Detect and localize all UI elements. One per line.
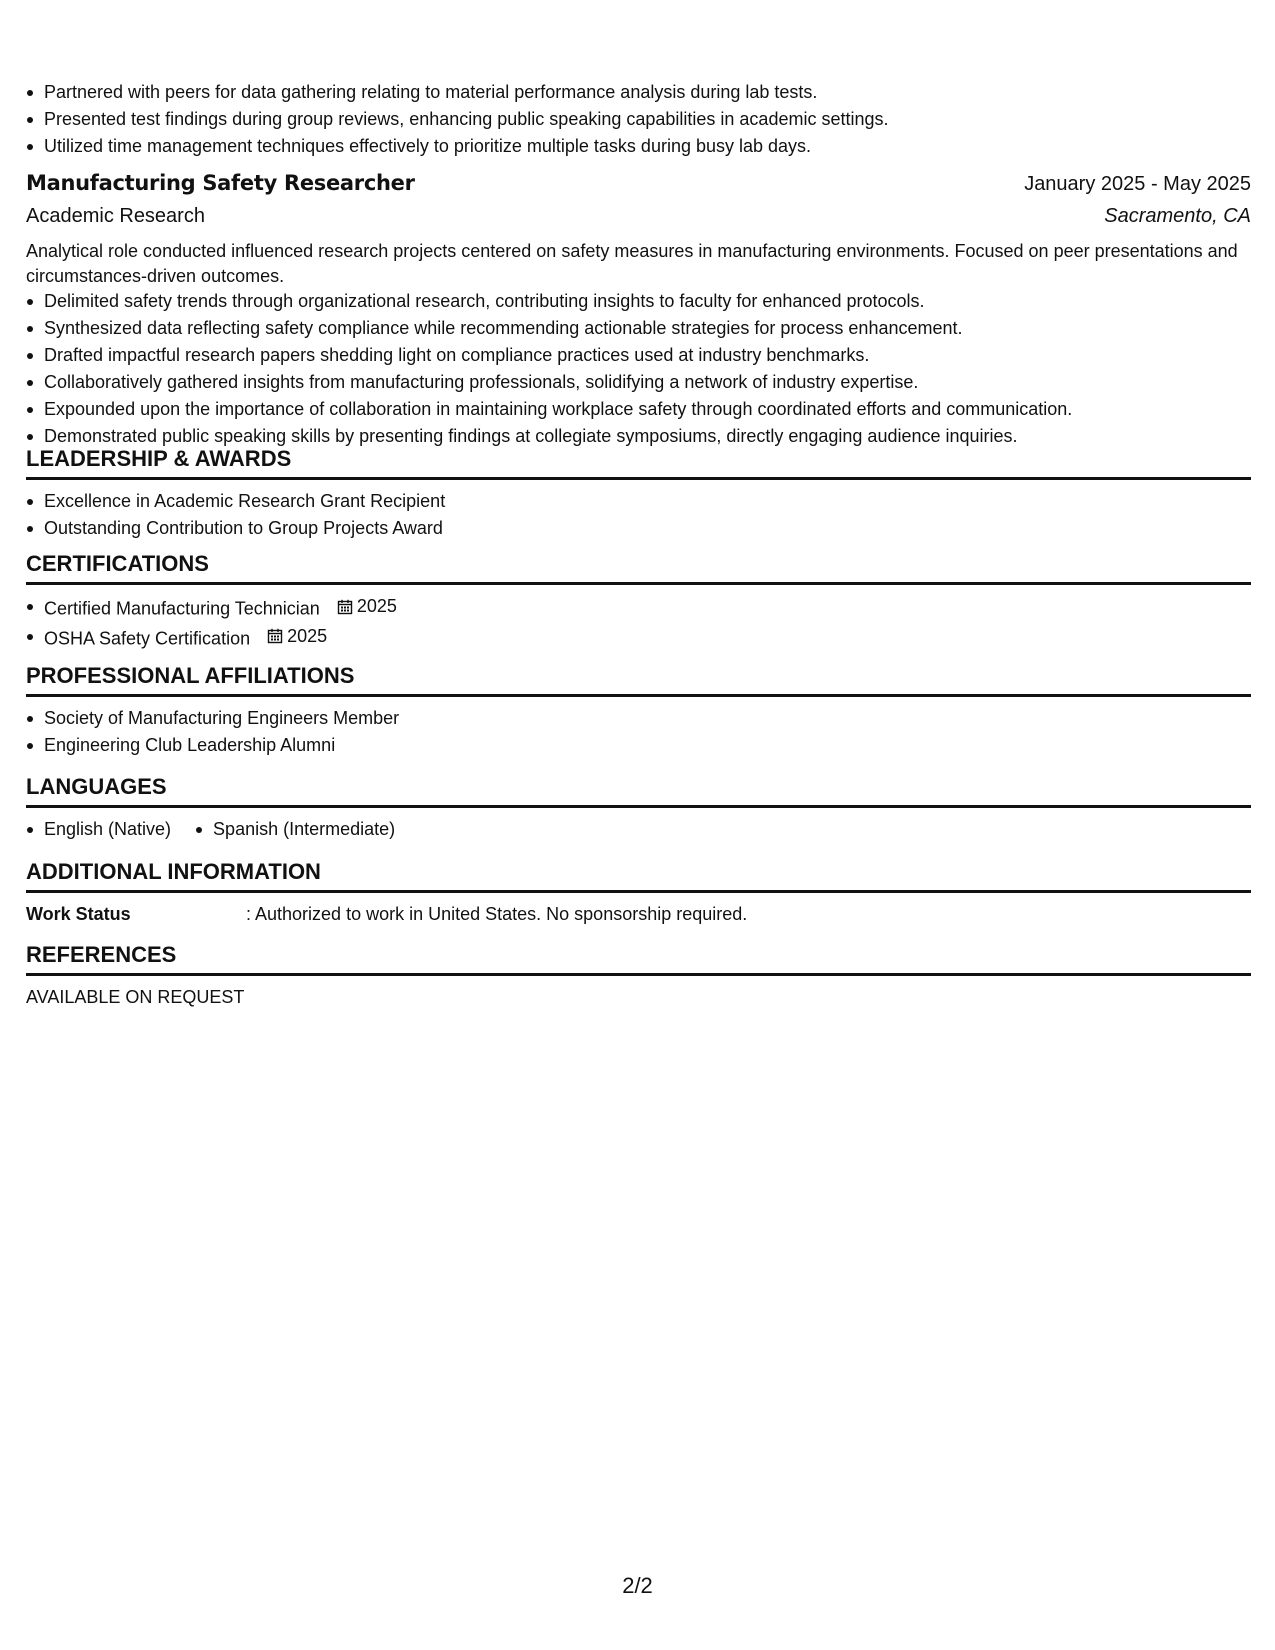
job-bullets: [26, 288, 1072, 450]
references-section: [26, 941, 1251, 1010]
list-item: Engineering Club Leadership Alumni: [26, 732, 1251, 759]
list-item: Demonstrated public speaking skills by presenting findings at collegiate symposiums, directly engaging audience inquiries.: [26, 423, 1072, 450]
affiliations-section: [26, 662, 1251, 759]
leadership-section: [26, 445, 1251, 542]
certification-name: Certified Manufacturing Technician: [44, 598, 320, 619]
work-status-value: : Authorized to work in United States. No sponsorship required.: [246, 904, 748, 924]
list-item: [26, 593, 1251, 623]
list-item: Spanish (Intermediate): [195, 816, 395, 843]
work-status-row: [26, 901, 1251, 927]
job-header: [26, 171, 1251, 228]
work-status-label: Work Status: [26, 904, 131, 924]
calendar-icon: [267, 628, 283, 644]
list-item: English (Native): [26, 816, 171, 843]
list-item: Society of Manufacturing Engineers Member: [26, 705, 1251, 732]
references-text: AVAILABLE ON REQUEST: [26, 987, 245, 1007]
job-location: Sacramento, CA: [1104, 205, 1251, 227]
certifications-section: [26, 550, 1251, 652]
previous-job-bullets: [26, 79, 889, 160]
resume-page: [26, 0, 1251, 1650]
list-item: Synthesized data reflecting safety compliance while recommending actionable strategies for process enhancement.: [26, 315, 1072, 342]
section-title: LANGUAGES: [26, 773, 1251, 808]
section-title: LEADERSHIP & AWARDS: [26, 445, 1251, 480]
certification-name: OSHA Safety Certification: [44, 628, 251, 648]
job-summary: Analytical role conducted influenced research projects centered on safety measures in manufacturing environments. Focused on peer presentations and circumstances-driven outcomes.: [26, 241, 1238, 286]
list-item: Outstanding Contribution to Group Projects Award: [26, 515, 1251, 542]
list-item: Collaboratively gathered insights from manufacturing professionals, solidifying a network of industry expertise.: [26, 369, 1072, 396]
section-title: ADDITIONAL INFORMATION: [26, 858, 1251, 893]
certification-year: 2025: [287, 625, 328, 646]
additional-info-section: [26, 858, 1251, 927]
section-title: CERTIFICATIONS: [26, 550, 1251, 585]
list-item: Partnered with peers for data gathering relating to material performance analysis during lab tests.: [26, 79, 889, 106]
list-item: Excellence in Academic Research Grant Recipient: [26, 488, 1251, 515]
section-title: REFERENCES: [26, 941, 1251, 976]
page-number: 2/2: [622, 1573, 653, 1598]
certification-date: [337, 593, 397, 620]
certification-date: [267, 623, 327, 650]
list-item: Delimited safety trends through organizational research, contributing insights to faculty for enhanced protocols.: [26, 288, 1072, 315]
list-item: Drafted impactful research papers shedding light on compliance practices used at industry benchmarks.: [26, 342, 1072, 369]
section-title: PROFESSIONAL AFFILIATIONS: [26, 662, 1251, 697]
calendar-icon: [337, 599, 353, 615]
languages-section: [26, 773, 1251, 843]
job-organization: Academic Research: [26, 205, 205, 227]
list-item: [26, 623, 1251, 653]
certification-year: 2025: [356, 596, 397, 616]
list-item: Presented test findings during group reviews, enhancing public speaking capabilities in academic settings.: [26, 106, 889, 133]
list-item: Utilized time management techniques effectively to prioritize multiple tasks during busy lab days.: [26, 133, 889, 160]
job-dates: January 2025 - May 2025: [1024, 173, 1251, 195]
list-item: Expounded upon the importance of collaboration in maintaining workplace safety through coordinated efforts and communication.: [26, 396, 1072, 423]
job-title: Manufacturing Safety Researcher: [26, 171, 415, 195]
